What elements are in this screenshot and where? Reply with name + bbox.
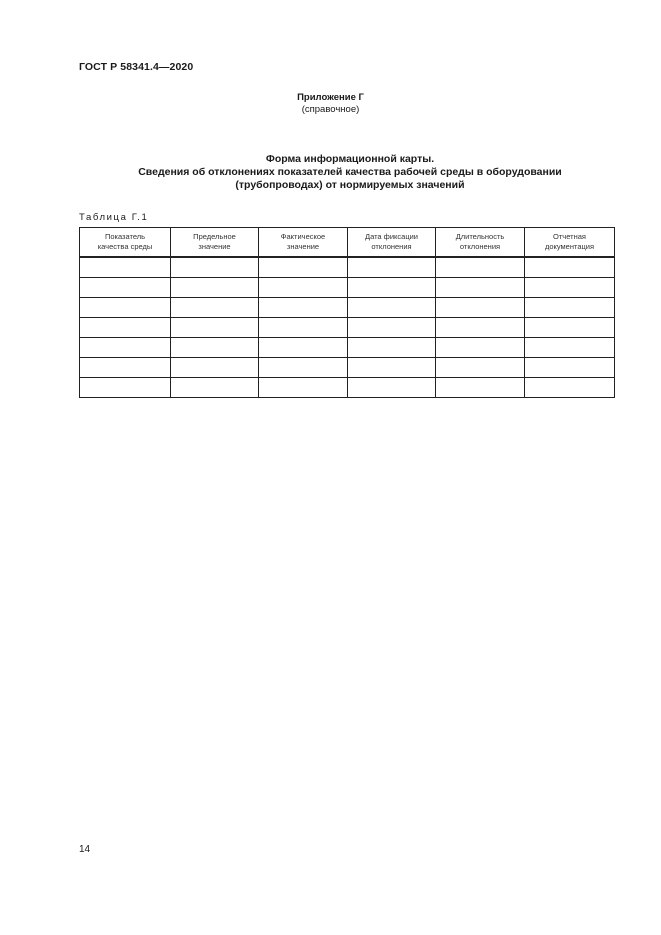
table-cell [525,298,615,318]
table-cell [259,338,348,358]
table-cell [80,257,171,278]
table-cell [436,257,525,278]
table-cell [525,278,615,298]
table-cell [348,257,436,278]
table-cell [348,278,436,298]
table-cell [436,318,525,338]
information-table [79,227,615,398]
table-cell [80,358,171,378]
form-title [60,153,640,192]
table-cell [436,278,525,298]
table-cell [259,298,348,318]
table-row [80,257,615,278]
form-title-line-1: Форма информационной карты. [265,153,435,165]
table-cell [259,318,348,338]
table-cell [259,358,348,378]
table-cell [525,358,615,378]
table-cell [171,298,259,318]
column-header: Показатель качества среды [80,228,171,258]
table-cell [259,257,348,278]
table-cell [348,378,436,398]
table-cell [525,318,615,338]
appendix-title: Приложение Г [297,92,364,103]
column-header: Дата фиксации отклонения [348,228,436,258]
page-number: 14 [79,844,91,855]
table-cell [436,298,525,318]
table-cell [259,378,348,398]
table-cell [80,278,171,298]
standard-code: ГОСТ Р 58341.4—2020 [79,61,194,73]
table-cell [171,278,259,298]
table-cell [436,358,525,378]
table-cell [80,298,171,318]
table-cell [259,278,348,298]
table-row [80,338,615,358]
table-cell [171,257,259,278]
form-title-line-2: Сведения об отклонениях показателей качества рабочей среды в оборудовании [138,166,562,178]
table-cell [436,338,525,358]
table-row [80,278,615,298]
table-row [80,358,615,378]
column-header: Длительность отклонения [436,228,525,258]
column-header: Отчетная документация [525,228,615,258]
form-title-line-3: (трубопроводах) от нормируемых значений [235,179,465,191]
appendix-subtitle: (справочное) [301,103,360,115]
table-body [80,257,615,398]
table-label: Таблица Г.1 [79,212,149,223]
appendix-heading [0,92,661,115]
table-cell [80,378,171,398]
table-cell [171,358,259,378]
table-cell [171,378,259,398]
table-row [80,318,615,338]
table-cell [348,338,436,358]
table-cell [348,298,436,318]
table-row [80,298,615,318]
column-header: Фактическое значение [259,228,348,258]
table-cell [525,378,615,398]
table-row [80,378,615,398]
table-cell [348,318,436,338]
table-cell [525,257,615,278]
column-header: Предельное значение [171,228,259,258]
table-cell [171,338,259,358]
table-cell [436,378,525,398]
table-cell [348,358,436,378]
table-header-row [80,228,615,258]
table-cell [525,338,615,358]
table-cell [80,318,171,338]
table-cell [171,318,259,338]
table-cell [80,338,171,358]
